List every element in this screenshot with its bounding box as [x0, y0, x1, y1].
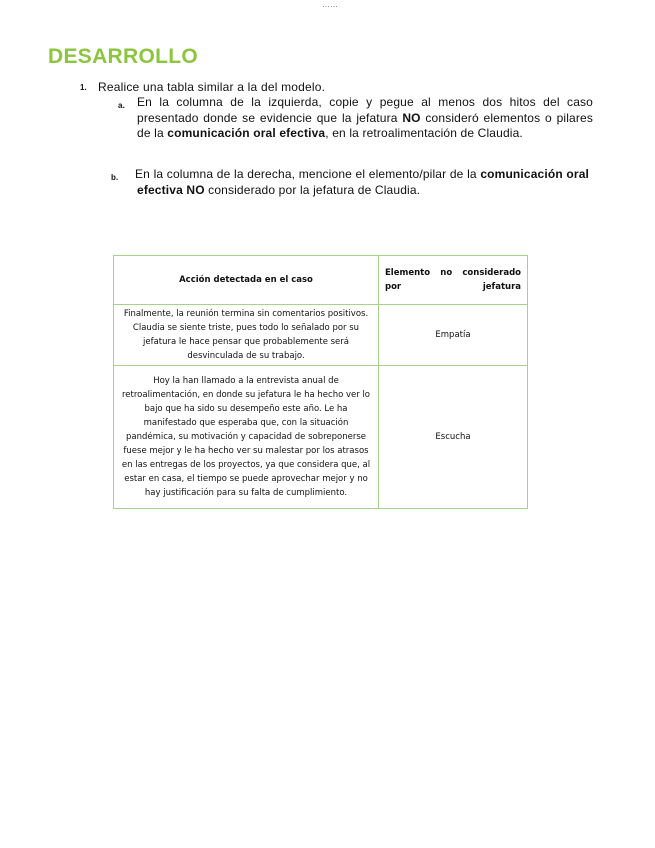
header-action: Acción detectada en el caso [114, 256, 379, 305]
cell-action: Finalmente, la reunión termina sin comentarios positivos. Claudia se siente triste, pues todo lo señalado por su jefatura le hace pensar que probablemente será desvinculada de su trabajo. [114, 305, 379, 366]
subitem-letter: a. [118, 101, 125, 110]
header-element: Elemento no considerado por jefatura [379, 256, 528, 305]
subitem-text: consideró elementos o pilares de la [137, 110, 593, 140]
subitem-text: En la columna de la izquierda, copie y pegue al menos dos hitos del caso presentado donde se evidencie que la jefatura [137, 95, 593, 125]
table-header-row [114, 256, 528, 305]
table-row [114, 305, 528, 366]
subitem-text: considerado por la jefatura de Claudia. [204, 182, 421, 197]
item-text: Realice una tabla similar a la del modelo. [98, 80, 326, 94]
cell-action: Hoy la han llamado a la entrevista anual de retroalimentación, en donde su jefatura le ha hecho ver lo bajo que ha sido su desempeño este año. Le ha manifestado que esperaba que, con la situación pandémica, su motivación y capacidad de sobreponerse fuese mejor y le ha hecho ver su malestar por los atrasos en las entregas de los proyectos, ya que considera que, al estar en casa, el tiempo se puede aprovechar mejor y no hay justificación para su falta de cumplimiento. [114, 366, 379, 509]
emphasis-term: comunicación oral efectiva [167, 126, 326, 140]
cell-element: Empatía [379, 305, 528, 366]
instruction-subitem-b [111, 167, 590, 198]
section-title: DESARROLLO [48, 45, 198, 68]
subitem-text: , en la retroalimentación de Claudia. [325, 126, 523, 140]
emphasis-no: NO [402, 110, 421, 125]
subitem-text: En la columna de la derecha, mencione el elemento/pilar de la [135, 167, 481, 181]
case-analysis-table [113, 255, 528, 509]
subitem-letter: b. [111, 173, 119, 182]
cell-element: Escucha [379, 366, 528, 509]
table-row [114, 366, 528, 509]
page-header-mark: …… [322, 0, 338, 9]
instruction-subitem-a [118, 95, 593, 142]
item-number: 1. [80, 83, 87, 92]
emphasis-term: comunicación oral efectiva NO [137, 167, 590, 197]
